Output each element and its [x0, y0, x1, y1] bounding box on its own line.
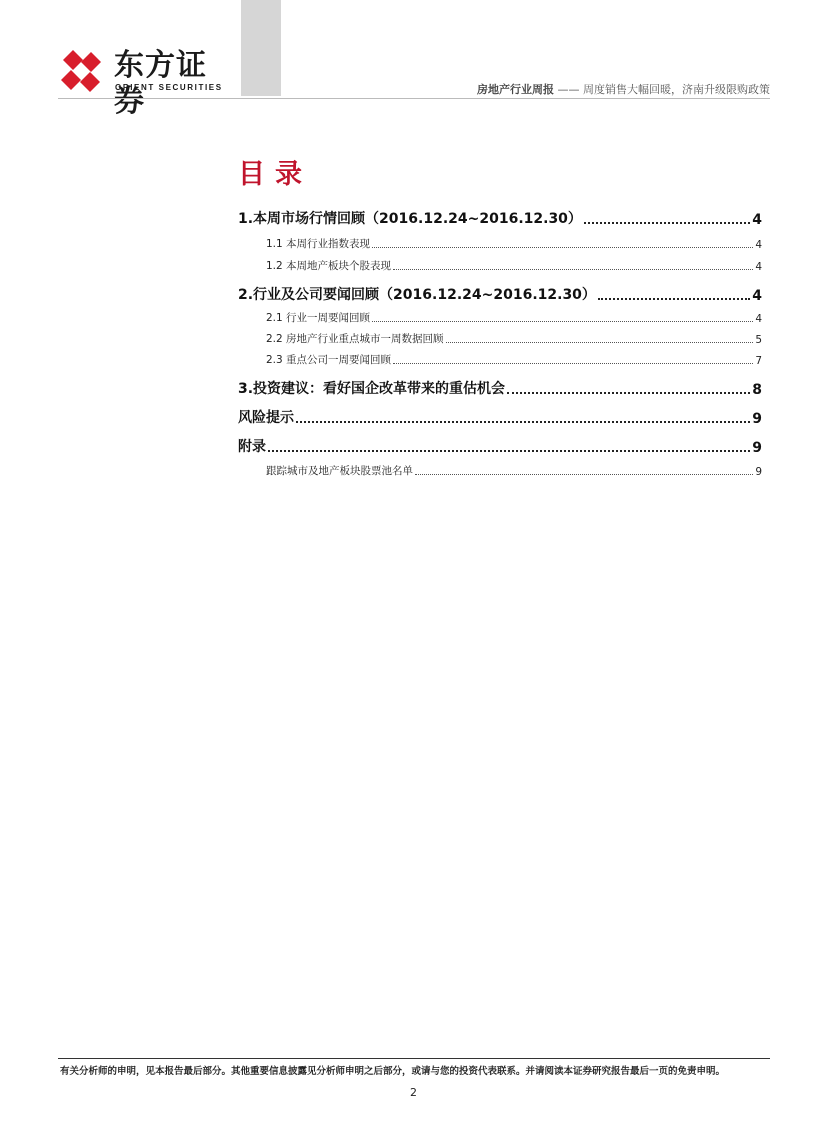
toc-entry[interactable]: [238, 208, 762, 228]
toc-entry-page: 4: [755, 313, 762, 325]
header-separator: ——: [557, 83, 580, 96]
toc-entry-page: 4: [752, 212, 762, 228]
header-divider: [58, 98, 770, 99]
toc-leader-dots: [507, 392, 750, 394]
toc-entry[interactable]: [266, 351, 762, 367]
toc-leader-dots: [393, 363, 753, 364]
toc-entry-page: 4: [752, 288, 762, 304]
toc-leader-dots: [598, 298, 750, 300]
toc-leader-dots: [268, 450, 750, 452]
toc-leader-dots: [372, 321, 753, 322]
toc-entry-label: 2.行业及公司要闻回顾（2016.12.24~2016.12.30）: [238, 287, 596, 303]
report-type: 房地产行业周报: [477, 83, 554, 96]
header-gray-tab: [241, 0, 281, 96]
toc-entry[interactable]: [266, 462, 762, 478]
report-header: [477, 81, 770, 97]
footer-disclaimer: 有关分析师的申明，见本报告最后部分。其他重要信息披露见分析师申明之后部分，或请与您的投资代表联系。并请阅读本证券研究报告最后一页的免责申明。: [60, 1066, 726, 1077]
toc-entry-page: 9: [755, 466, 762, 478]
toc-entry[interactable]: [266, 330, 762, 346]
toc-entry-label: 2.3 重点公司一周要闻回顾: [266, 354, 392, 366]
toc-entry-page: 9: [752, 411, 762, 427]
toc-entry-page: 7: [755, 355, 762, 367]
toc-entry-page: 9: [752, 440, 762, 456]
toc-leader-dots: [446, 342, 754, 343]
toc-entry-page: 4: [755, 239, 762, 251]
toc-leader-dots: [584, 222, 750, 224]
toc-entry-label: 2.1 行业一周要闻回顾: [266, 312, 371, 324]
toc-leader-dots: [372, 247, 753, 248]
orient-securities-logo-icon: [58, 48, 106, 94]
toc-entry[interactable]: [238, 436, 762, 456]
toc-entry-label: 1.1 本周行业指数表现: [266, 238, 371, 250]
logo-name-en: ORIENT SECURITIES: [115, 83, 223, 92]
toc-entry[interactable]: [238, 284, 762, 304]
toc-entry-label: 2.2 房地产行业重点城市一周数据回顾: [266, 333, 444, 345]
company-logo: [58, 48, 228, 119]
toc-entry[interactable]: [238, 378, 762, 398]
toc-entry-label: 附录: [238, 439, 266, 455]
toc-entry-label: 风险提示: [238, 410, 294, 426]
toc-leader-dots: [296, 421, 750, 423]
toc-entry-page: 5: [755, 334, 762, 346]
toc-entry-label: 1.2 本周地产板块个股表现: [266, 260, 392, 272]
logo-name-cn: 东方证券: [114, 48, 207, 119]
toc-entry-page: 4: [755, 261, 762, 273]
toc-entry-page: 8: [752, 382, 762, 398]
report-subtitle: 周度销售大幅回暖，济南升级限购政策: [583, 83, 770, 96]
toc-entry-label: 跟踪城市及地产板块股票池名单: [266, 465, 413, 477]
toc-entry[interactable]: [266, 309, 762, 325]
toc-entry[interactable]: [238, 407, 762, 427]
toc-leader-dots: [393, 269, 753, 270]
toc-entry-label: 1.本周市场行情回顾（2016.12.24~2016.12.30）: [238, 211, 582, 227]
toc-title: 目录: [238, 159, 312, 190]
toc-entry[interactable]: [266, 257, 762, 273]
toc-entry[interactable]: [266, 235, 762, 251]
page-number: 2: [410, 1086, 417, 1099]
toc-leader-dots: [415, 474, 753, 475]
toc-entry-label: 3.投资建议：看好国企改革带来的重估机会: [238, 381, 506, 397]
footer-divider: [58, 1058, 770, 1059]
